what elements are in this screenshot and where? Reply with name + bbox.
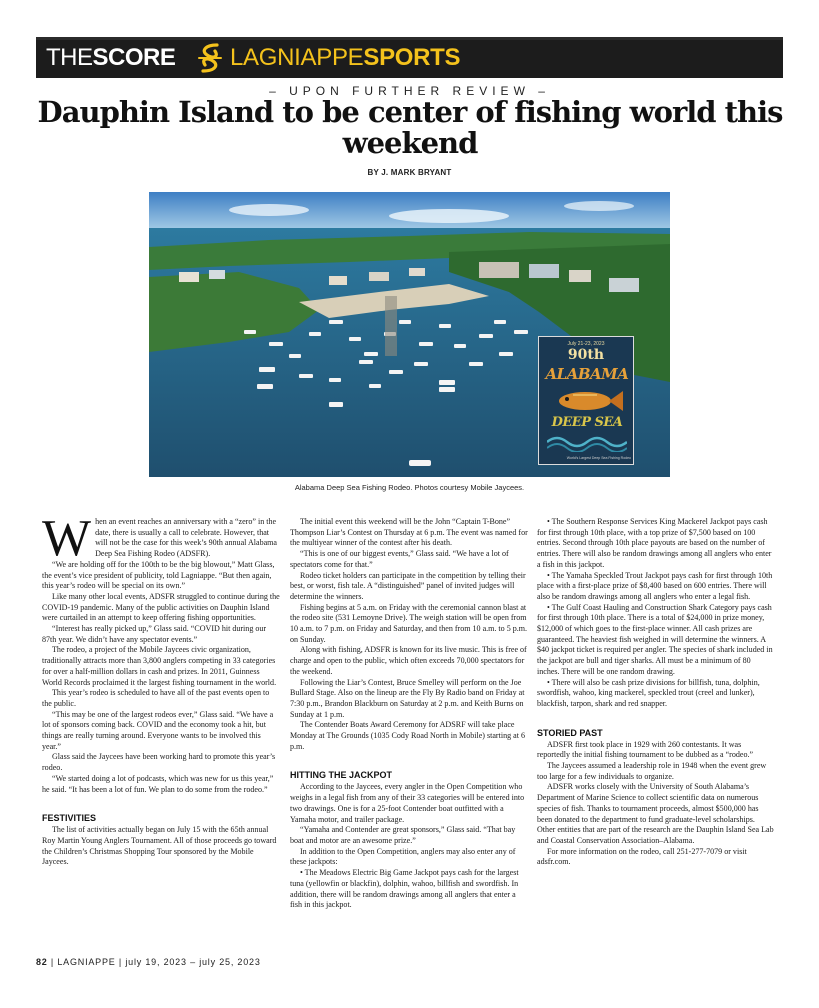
issue-dates: july 19, 2023 – july 25, 2023 (125, 957, 261, 967)
banner-lagniappe: LAGNIAPPE (230, 44, 364, 71)
paragraph: ADSFR works closely with the University of South Alabama’s Department of Marine Science to collect scientific data on numerous species of fish. Thanks to tournament proceeds, almost $500,000 has been donated to the department to fund graduate-level scholarships. Other entities that are part of the research are the Dauphin Island Sea Lab and Coastal Conservation Association–Alabama. (537, 782, 774, 845)
paragraph: Like many other local events, ADSFR struggled to continue during the COVID-19 pandemic. Many of the public activities on Dauphin Island were curtailed in an attempt to keep offering fishing opportunities. (42, 591, 280, 623)
paragraph: This year’s rodeo is scheduled to have all of the past events open to the public. (42, 688, 270, 708)
banner-sports: SPORTS (363, 44, 461, 71)
paragraph: “Interest has really picked up,” Glass said. “COVID hit during our 87th year. We didn’t have any spectator events.” (42, 624, 267, 644)
paragraph: Fishing begins at 5 a.m. on Friday with the ceremonial cannon blast at the rodeo site (531 Lemoyne Drive). The weigh station will be open from 10 a.m. to 7 p.m. on Friday and Saturday, and then from 10 a.m. to 5 p.m. on Sunday. (290, 602, 528, 644)
paragraph: Along with fishing, ADSFR is known for its live music. This is free of charge and open to the public, which often exceeds 70,000 spectators for the weekend. (290, 645, 527, 676)
wave-illustration-icon (547, 432, 627, 452)
paragraph: “This is one of our biggest events,” Glass said. “We have a lot of spectators come for that.” (290, 549, 509, 569)
paragraph: • There will also be cash prize divisions for billfish, tuna, dolphin, swordfish, wahoo, king mackerel, speckled trout (creel and lunker), blackfish, tarpon, shark and red snapper. (537, 677, 760, 708)
banner-stripe (36, 37, 783, 40)
paragraph: • The Gulf Coast Hauling and Construction Shark Category pays cash for first through 10th place. There is a total of $24,000 in prize money, $12,000 of which goes to the first-place winner. All cash prizes are guaranteed. The heaviest fish weighed in will determine the winners. A $40 jackpot ticket is required per angler. The species of shark included in the jackpot are bull and tiger sharks. All must be a minimum of 80 inches. There will be one random drawing. (537, 602, 773, 676)
paragraph: In addition to the Open Competition, anglers may also enter any of these jackpots: (290, 846, 516, 867)
banner-score: SCORE (92, 44, 176, 71)
paragraph: • The Yamaha Speckled Trout Jackpot pays cash for first through 10th place with a first-place prize of $8,400 based on 600 entries. There will also be random drawings among all anglers who enter a legal fish. (537, 570, 773, 601)
headline: Dauphin Island to be center of fishing world this weekend (37, 95, 783, 160)
paragraph: “We are holding off for the 100th to be the big blowout,” Matt Glass, the event’s vice president of publicity, told Lagniappe. “But then again, this year’s rodeo will be special on its own.” (42, 559, 275, 591)
paragraph: The Contender Boats Award Ceremony for ADSRF will take place Monday at The Grounds (1035 Cody Road North in Mobile) starting at 6 p.m. (290, 720, 525, 751)
photo-caption: Alabama Deep Sea Fishing Rodeo. Photos courtesy Mobile Jaycees. (294, 483, 525, 492)
drop-cap: W (42, 510, 92, 567)
article-column-1 (42, 510, 280, 868)
swirl-logo-icon (195, 41, 225, 75)
publication-name: LAGNIAPPE (57, 957, 116, 967)
page-folio: 82 | LAGNIAPPE | july 19, 2023 – july 25, 2023 (36, 957, 261, 967)
paragraph: The Jaycees assumed a leadership role in 1948 when the event grew too large for a few individuals to organize. (537, 761, 767, 781)
paragraph: “We started doing a lot of podcasts, which was new for us this year,” he said. “It has been a lot of fun. We plan to do some from the rodeo.” (42, 773, 274, 794)
paragraph: ADSFR first took place in 1929 with 260 contestants. It was reportedly the initial fishing tournament to be dubbed as a “rodeo.” (537, 739, 754, 760)
byline: BY J. MARK BRYANT (367, 168, 452, 177)
poster-dates: July 21-23, 2023 (567, 341, 605, 347)
section-banner (36, 37, 783, 78)
poster-number: 90th (567, 347, 605, 363)
paragraph (42, 510, 280, 567)
page-number: 82 (36, 957, 48, 967)
banner-lagniappe-sports (230, 44, 460, 72)
poster-subtitle: DEEP SEA (551, 415, 623, 430)
paragraph: • The Southern Response Services King Mackerel Jackpot pays cash for first through 10th place, with a top prize of $7,500 based on 100 entries. Second through 10th place payouts are based on the number of entries. There will also be random drawings among all anglers who enter a fish in this jackpot. (537, 517, 772, 569)
paragraph: “Yamaha and Contender are great sponsors,” Glass said. “That bay boat and motor are an awesome prize.” (290, 825, 516, 845)
paragraph-text: hen an event reaches an anniversary with a “zero” in the date, there is usually a call to celebrate. However, that will not be the case for this week’s 90th annual Alabama Deep Sea Fishing Rodeo (ADSFR). (95, 517, 277, 559)
banner-the-score (46, 44, 175, 72)
paragraph: Rodeo ticket holders can participate in the competition by telling their best, or worst, fish tale. A “distinguished” panel of invited judges will determine the winners. (290, 570, 526, 601)
paragraph: “This may be one of the largest rodeos ever,” Glass said. “We have a lot of sponsors coming back. COVID and the economy took a hit, but things are really turning around. Everyone wants to be involved this year.” (42, 709, 274, 751)
subhead-hitting-the-jackpot: HITTING THE JACKPOT (290, 770, 393, 781)
rodeo-poster (538, 336, 634, 465)
poster-footer: World's Largest Deep Sea Fishing Rodeo (566, 456, 631, 460)
paragraph: Glass said the Jaycees have been working hard to promote this year’s rodeo. (42, 752, 276, 773)
fish-illustration-icon (549, 387, 625, 415)
paragraph: The list of activities actually began on July 15 with the 65th annual Roy Martin Young Anglers Tournament. All of those proceeds go toward the Children’s Christmas Shopping Tour sponsored by the Mobile Jaycees. (42, 825, 277, 867)
paragraph: The initial event this weekend will be the John “Captain T-Bone” Thompson Liar’s Contest on Thursday at 6 p.m. The event was named for the multiyear winner of the contest after his death. (290, 517, 528, 548)
poster-title: ALABAMA (545, 365, 629, 383)
paragraph: The rodeo, a project of the Mobile Jaycees civic organization, traditionally attracts more than 3,800 anglers competing in 33 categories for over a half-million dollars in cash and prizes. In 2011, Guinness World Records proclaimed it the largest fishing tournament in the world. (42, 645, 277, 687)
article-column-2 (290, 517, 528, 911)
paragraph: Following the Liar’s Contest, Bruce Smelley will perform on the Joe Bullard Stage. Also on the lineup are the Fly By Radio band on Friday at 7:30 p.m., Brandon Blackburn on Saturday at 2 p.m. and Keith Burns on Sunday at 1 p.m. (290, 677, 525, 719)
subhead-storied-past: STORIED PAST (537, 727, 603, 738)
kicker: – UPON FURTHER REVIEW – (269, 84, 550, 98)
subhead-festivities: FESTIVITIES (42, 813, 97, 824)
paragraph: For more information on the rodeo, call 251-277-7079 or visit adsfr.com. (537, 846, 747, 867)
paragraph: According to the Jaycees, every angler in the Open Competition who weighs in a legal fish from any of their 33 categories will be entered into two drawings. One is for a 25-foot Contender boat outfitted with a Yamaha motor, and trailer package. (290, 782, 525, 824)
paragraph: • The Meadows Electric Big Game Jackpot pays cash for the largest tuna (yellowfin or blackfin), dolphin, wahoo, billfish and swordfish. In addition, there will be random drawings among all anglers that enter a fish in this jackpot. (290, 868, 519, 910)
banner-the: THE (46, 44, 93, 71)
article-column-3 (537, 517, 775, 868)
